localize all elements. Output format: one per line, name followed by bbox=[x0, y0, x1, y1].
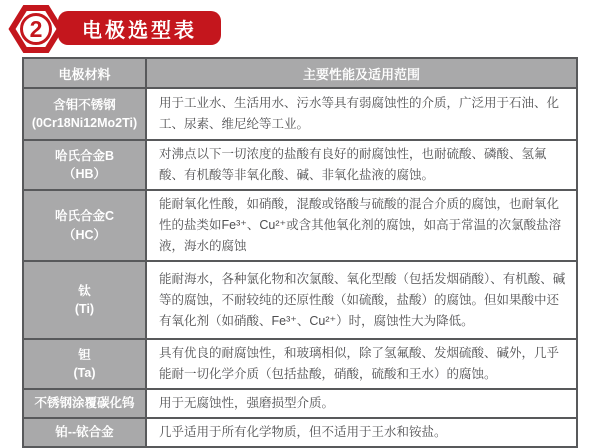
description-cell: 具有优良的耐腐蚀性，和玻璃相似，除了氢氟酸、发烟硫酸、碱外，几乎能耐一切化学介质（包括盐酸，硝酸，硫酸和王水）的腐蚀。 bbox=[146, 339, 577, 389]
material-grade: （HB） bbox=[62, 167, 107, 181]
material-cell bbox=[23, 190, 146, 261]
table-row bbox=[23, 190, 577, 261]
material-name: 不锈钢涂覆碳化钨 bbox=[34, 396, 135, 411]
material-name: 哈氏合金B bbox=[54, 148, 115, 163]
table-row bbox=[23, 339, 577, 389]
table-row bbox=[23, 261, 577, 339]
material-grade: (0Cr18Ni12Mo2Ti) bbox=[31, 116, 138, 130]
table-header-row bbox=[23, 58, 577, 88]
section-title-banner bbox=[58, 11, 221, 45]
badge-number: 2 bbox=[29, 16, 43, 42]
material-name: 含钼不锈钢 bbox=[53, 97, 116, 112]
section-number-badge bbox=[8, 3, 64, 55]
description-cell: 对沸点以下一切浓度的盐酸有良好的耐腐蚀性，也耐硫酸、磷酸、氢氟酸、有机酸等非氧化酸、碱、非氧化盐液的腐蚀。 bbox=[146, 140, 577, 190]
table-row bbox=[23, 88, 577, 140]
table-body bbox=[23, 88, 577, 447]
page-header bbox=[0, 0, 600, 56]
material-grade: (Ta) bbox=[73, 366, 96, 380]
material-cell bbox=[23, 418, 146, 447]
description-cell: 能耐氧化性酸，如硝酸，混酸或铬酸与硫酸的混合介质的腐蚀，也耐氧化性的盐类如Fe³⁺、Cu²⁺或含其他氧化剂的腐蚀，如高于常温的次氯酸盐溶液，海水的腐蚀 bbox=[146, 190, 577, 261]
material-cell bbox=[23, 88, 146, 140]
description-cell: 几乎适用于所有化学物质，但不适用于王水和铵盐。 bbox=[146, 418, 577, 447]
description-cell: 用于无腐蚀性，强磨损型介质。 bbox=[146, 389, 577, 418]
table-row bbox=[23, 418, 577, 447]
electrode-selection-table-wrap bbox=[22, 57, 578, 448]
material-cell bbox=[23, 389, 146, 418]
column-header-performance: 主要性能及适用范围 bbox=[146, 58, 577, 88]
material-name: 铂--铱合金 bbox=[55, 425, 114, 440]
material-cell bbox=[23, 140, 146, 190]
electrode-selection-table bbox=[22, 57, 578, 448]
material-grade: （HC） bbox=[62, 227, 107, 242]
table-row bbox=[23, 140, 577, 190]
table-row bbox=[23, 389, 577, 418]
material-name: 钽 bbox=[78, 347, 91, 362]
column-header-material: 电极材料 bbox=[23, 58, 146, 88]
hexagon-badge-icon bbox=[8, 3, 64, 55]
page-title: 电极选型表 bbox=[82, 19, 197, 42]
description-cell: 用于工业水、生活用水、污水等具有弱腐蚀性的介质，广泛用于石油、化工、尿素、维尼纶等工业。 bbox=[146, 88, 577, 140]
material-cell bbox=[23, 339, 146, 389]
description-cell: 能耐海水，各种氯化物和次氯酸、氧化型酸（包括发烟硝酸）、有机酸、碱等的腐蚀，不耐较纯的还原性酸（如硫酸，盐酸）的腐蚀。但如果酸中还有氧化剂（如硝酸、Fe³⁺、Cu²⁺）时，腐蚀性大为降低。 bbox=[146, 261, 577, 339]
material-grade: (Ti) bbox=[74, 302, 95, 316]
material-cell bbox=[23, 261, 146, 339]
material-name: 钛 bbox=[78, 283, 91, 298]
material-name: 哈氏合金C bbox=[54, 209, 115, 224]
